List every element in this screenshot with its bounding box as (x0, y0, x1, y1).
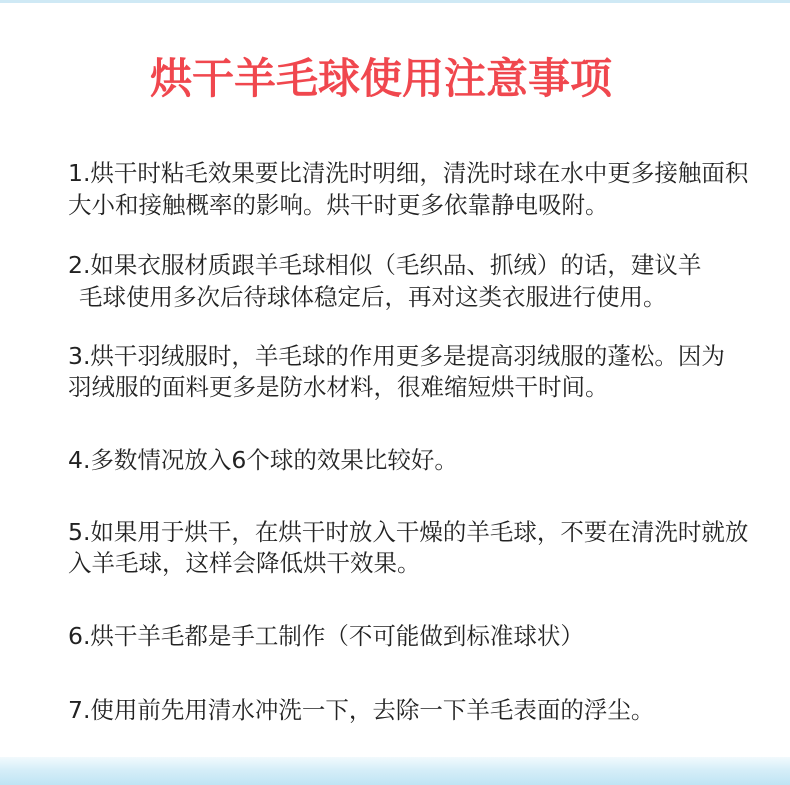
notice-item-2-line-2: 毛球使用多次后待球体稳定后，再对这类衣服进行使用。 (79, 283, 667, 311)
notice-item-1-line-1: 1.烘干时粘毛效果要比清洗时明细，清洗时球在水中更多接触面积 (68, 159, 749, 187)
notice-item-6-line-1: 6.烘干羊毛都是手工制作（不可能做到标准球状） (68, 622, 584, 650)
notice-item-5-line-1: 5.如果用于烘干，在烘干时放入干燥的羊毛球，不要在清洗时就放 (68, 518, 749, 546)
notice-item-4-line-1: 4.多数情况放入6个球的效果比较好。 (68, 446, 458, 474)
notice-item-3-line-1: 3.烘干羽绒服时，羊毛球的作用更多是提高羽绒服的蓬松。因为 (68, 342, 725, 370)
top-border (0, 0, 790, 3)
bottom-band (0, 757, 790, 785)
notice-item-2-line-1: 2.如果衣服材质跟羊毛球相似（毛织品、抓绒）的话，建议羊 (68, 251, 702, 279)
notice-item-7-line-1: 7.使用前先用清水冲洗一下，去除一下羊毛表面的浮尘。 (68, 696, 655, 724)
notice-item-3-line-2: 羽绒服的面料更多是防水材料，很难缩短烘干时间。 (68, 373, 609, 401)
notice-item-1-line-2: 大小和接触概率的影响。烘干时更多依靠静电吸附。 (68, 191, 609, 219)
notice-item-5-line-2: 入羊毛球，这样会降低烘干效果。 (68, 549, 421, 577)
page-title: 烘干羊毛球使用注意事项 (150, 54, 613, 103)
